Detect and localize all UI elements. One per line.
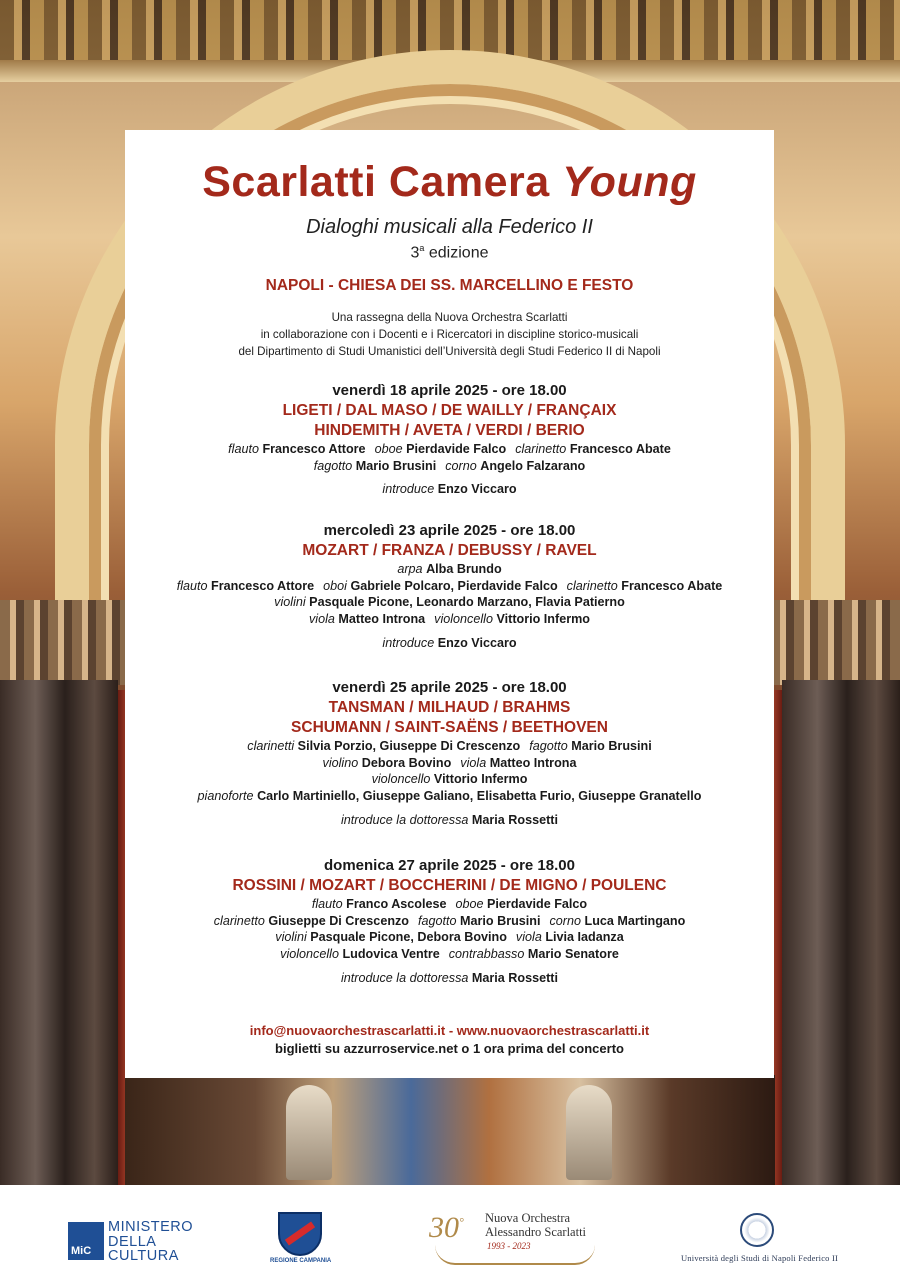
performer-name: Silvia Porzio, Giuseppe Di Crescenzo — [297, 739, 521, 753]
instrument: violoncello — [434, 612, 493, 627]
concert-introducer — [125, 635, 774, 651]
left-marble-pillar — [0, 680, 118, 1185]
performer-name: Pierdavide Falco — [406, 442, 507, 456]
performer-name: Pierdavide Falco — [487, 897, 588, 911]
performer-name: Francesco Abate — [621, 578, 723, 593]
instrument: clarinetto — [213, 913, 265, 928]
instrument: oboe — [374, 442, 403, 456]
performer-name: Livia Iadanza — [545, 930, 624, 945]
instrument: oboe — [455, 897, 484, 911]
concert-program: HINDEMITH / AVETA / VERDI / BERIO — [314, 422, 585, 439]
instrument: fagotto — [529, 739, 568, 753]
subtitle: Dialoghi musicali alla Federico II — [306, 216, 593, 238]
instrument: corno — [549, 913, 582, 928]
contact-links[interactable]: info@nuovaorchestrascarlatti.it - www.nuovaorchestrascarlatti.it — [249, 1023, 650, 1038]
instrument: oboi — [323, 578, 347, 593]
concert-3 — [125, 678, 774, 828]
introducer-label: introduce la dottoressa — [340, 970, 469, 985]
performers-line — [125, 788, 774, 805]
concert-date: venerdì 18 aprile 2025 - ore 18.00 — [332, 382, 567, 399]
performer-name: Carlo Martiniello, Giuseppe Galiano, Elisabetta Furio, Giuseppe Granatello — [257, 789, 702, 804]
university-seal-icon — [740, 1213, 774, 1247]
instrument: clarinetto — [566, 578, 618, 593]
mic-badge: MiC — [68, 1222, 104, 1260]
sponsor-logos — [0, 1185, 900, 1287]
instrument: clarinetto — [515, 442, 567, 456]
performer-name: Francesco Attore — [211, 578, 315, 593]
concert-program: MOZART / FRANZA / DEBUSSY / RAVEL — [302, 542, 597, 559]
performer-name: Ludovica Ventre — [342, 947, 440, 962]
left-capital — [0, 600, 130, 685]
right-marble-pillar — [782, 680, 900, 1185]
venue: NAPOLI - CHIESA DEI SS. MARCELLINO E FESTO — [265, 277, 634, 294]
concert-introducer — [125, 812, 774, 828]
instrument: violoncello — [371, 772, 431, 787]
nuova-orchestra-logo: 30° Nuova Orchestra Alessandro Scarlatti 1993 - 2023 — [425, 1205, 605, 1269]
concert-date: domenica 27 aprile 2025 - ore 18.00 — [324, 857, 575, 874]
instrument: clarinetti — [247, 739, 295, 753]
shield-icon — [278, 1212, 322, 1256]
performer-name: Mario Brusini — [571, 739, 652, 753]
performer-name: Pasquale Picone, Leonardo Marzano, Flavia Patierno — [309, 595, 625, 610]
performers-line — [125, 594, 774, 611]
performer-name: Gabriele Polcaro, Pierdavide Falco — [350, 578, 558, 593]
ministero-cultura-logo: MiC MINISTERO DELLA CULTURA — [68, 1218, 218, 1263]
universita-federico-logo: Università degli Studi di Napoli Federico II — [672, 1213, 847, 1265]
tickets-info: biglietti su azzurroservice.net o 1 ora prima del concerto — [275, 1041, 624, 1056]
left-statue — [286, 1085, 332, 1180]
instrument: viola — [515, 930, 542, 945]
instrument: pianoforte — [197, 789, 254, 804]
instrument: violino — [322, 755, 359, 770]
performer-name: Mario Brusini — [460, 913, 541, 928]
instrument: viola — [308, 612, 335, 627]
performers-line — [125, 929, 774, 946]
concert-introducer — [125, 970, 774, 986]
intro-text: Una rassegna della Nuova Orchestra Scarlatti in collaborazione con i Docenti e i Ricercatori in discipline storico-musicali del Dipartimento di Studi Umanistici dell’Università degli Studi Federico II di Napoli — [238, 311, 661, 358]
instrument: flauto — [311, 897, 343, 911]
instrument: arpa — [397, 562, 423, 576]
introducer-name: Enzo Viccaro — [437, 635, 517, 650]
introducer-name: Maria Rossetti — [471, 970, 558, 985]
introducer-label: introduce — [382, 482, 435, 497]
performer-name: Mario Senatore — [527, 947, 619, 962]
concert-program: TANSMAN / MILHAUD / BRAHMS — [328, 699, 571, 716]
performer-name: Luca Martingano — [584, 913, 686, 928]
altar-painting — [125, 1075, 775, 1185]
performer-name: Mario Brusini — [355, 458, 437, 473]
concert-date: mercoledì 23 aprile 2025 - ore 18.00 — [323, 522, 576, 539]
concert-1 — [125, 381, 774, 497]
performers-line — [125, 561, 774, 578]
instrument: viola — [460, 755, 487, 770]
instrument: flauto — [228, 442, 259, 456]
performers-line — [125, 771, 774, 788]
performers-line — [125, 755, 774, 772]
right-statue — [566, 1085, 612, 1180]
poster-panel — [125, 130, 774, 1078]
right-capital — [770, 600, 900, 685]
concert-program: SCHUMANN / SAINT-SAËNS / BEETHOVEN — [291, 719, 608, 736]
performer-name: Matteo Introna — [489, 755, 577, 770]
concert-2 — [125, 521, 774, 651]
performer-name: Vittorio Infermo — [433, 772, 528, 787]
performer-name: Debora Bovino — [361, 755, 452, 770]
introducer-name: Enzo Viccaro — [437, 482, 517, 497]
instrument: violoncello — [280, 947, 339, 962]
introducer-label: introduce la dottoressa — [340, 812, 469, 827]
concert-date: venerdì 25 aprile 2025 - ore 18.00 — [332, 679, 567, 696]
instrument: fagotto — [418, 913, 457, 928]
edition: 3$^a$ edizione — [410, 243, 489, 262]
instrument: fagotto — [313, 458, 353, 473]
performer-name: Pasquale Picone, Debora Bovino — [310, 930, 507, 945]
concert-4 — [125, 856, 774, 986]
introducer-name: Maria Rossetti — [471, 812, 558, 827]
performer-name: Vittorio Infermo — [496, 612, 590, 627]
performers-line — [125, 946, 774, 963]
performer-name: Matteo Introna — [338, 612, 426, 627]
poster-title: Scarlatti Camera Young — [202, 158, 697, 206]
introducer-label: introduce — [382, 635, 435, 650]
performer-name: Franco Ascolese — [346, 897, 447, 911]
instrument: violini — [274, 595, 306, 610]
concert-program: ROSSINI / MOZART / BOCCHERINI / DE MIGNO / POULENC — [232, 877, 667, 894]
performers-line — [125, 738, 774, 755]
instrument: violini — [275, 930, 307, 945]
performers-line — [125, 913, 774, 930]
performers-line — [125, 896, 774, 913]
performer-name: Alba Brundo — [426, 562, 502, 576]
performer-name: Angelo Falzarano — [480, 458, 586, 473]
concert-program: LIGETI / DAL MASO / DE WAILLY / FRANÇAIX — [282, 402, 617, 419]
instrument: flauto — [176, 578, 208, 593]
instrument: contrabbasso — [448, 947, 525, 962]
performer-name: Francesco Attore — [262, 442, 366, 456]
performers-line — [125, 441, 774, 458]
regione-campania-logo: REGIONE CAMPANIA — [276, 1212, 324, 1268]
performers-line — [125, 578, 774, 595]
performer-name: Francesco Abate — [569, 442, 671, 456]
performers-line — [125, 458, 774, 475]
concert-introducer — [125, 481, 774, 497]
instrument: corno — [445, 458, 477, 473]
performers-line — [125, 611, 774, 628]
performer-name: Giuseppe Di Crescenzo — [268, 913, 409, 928]
